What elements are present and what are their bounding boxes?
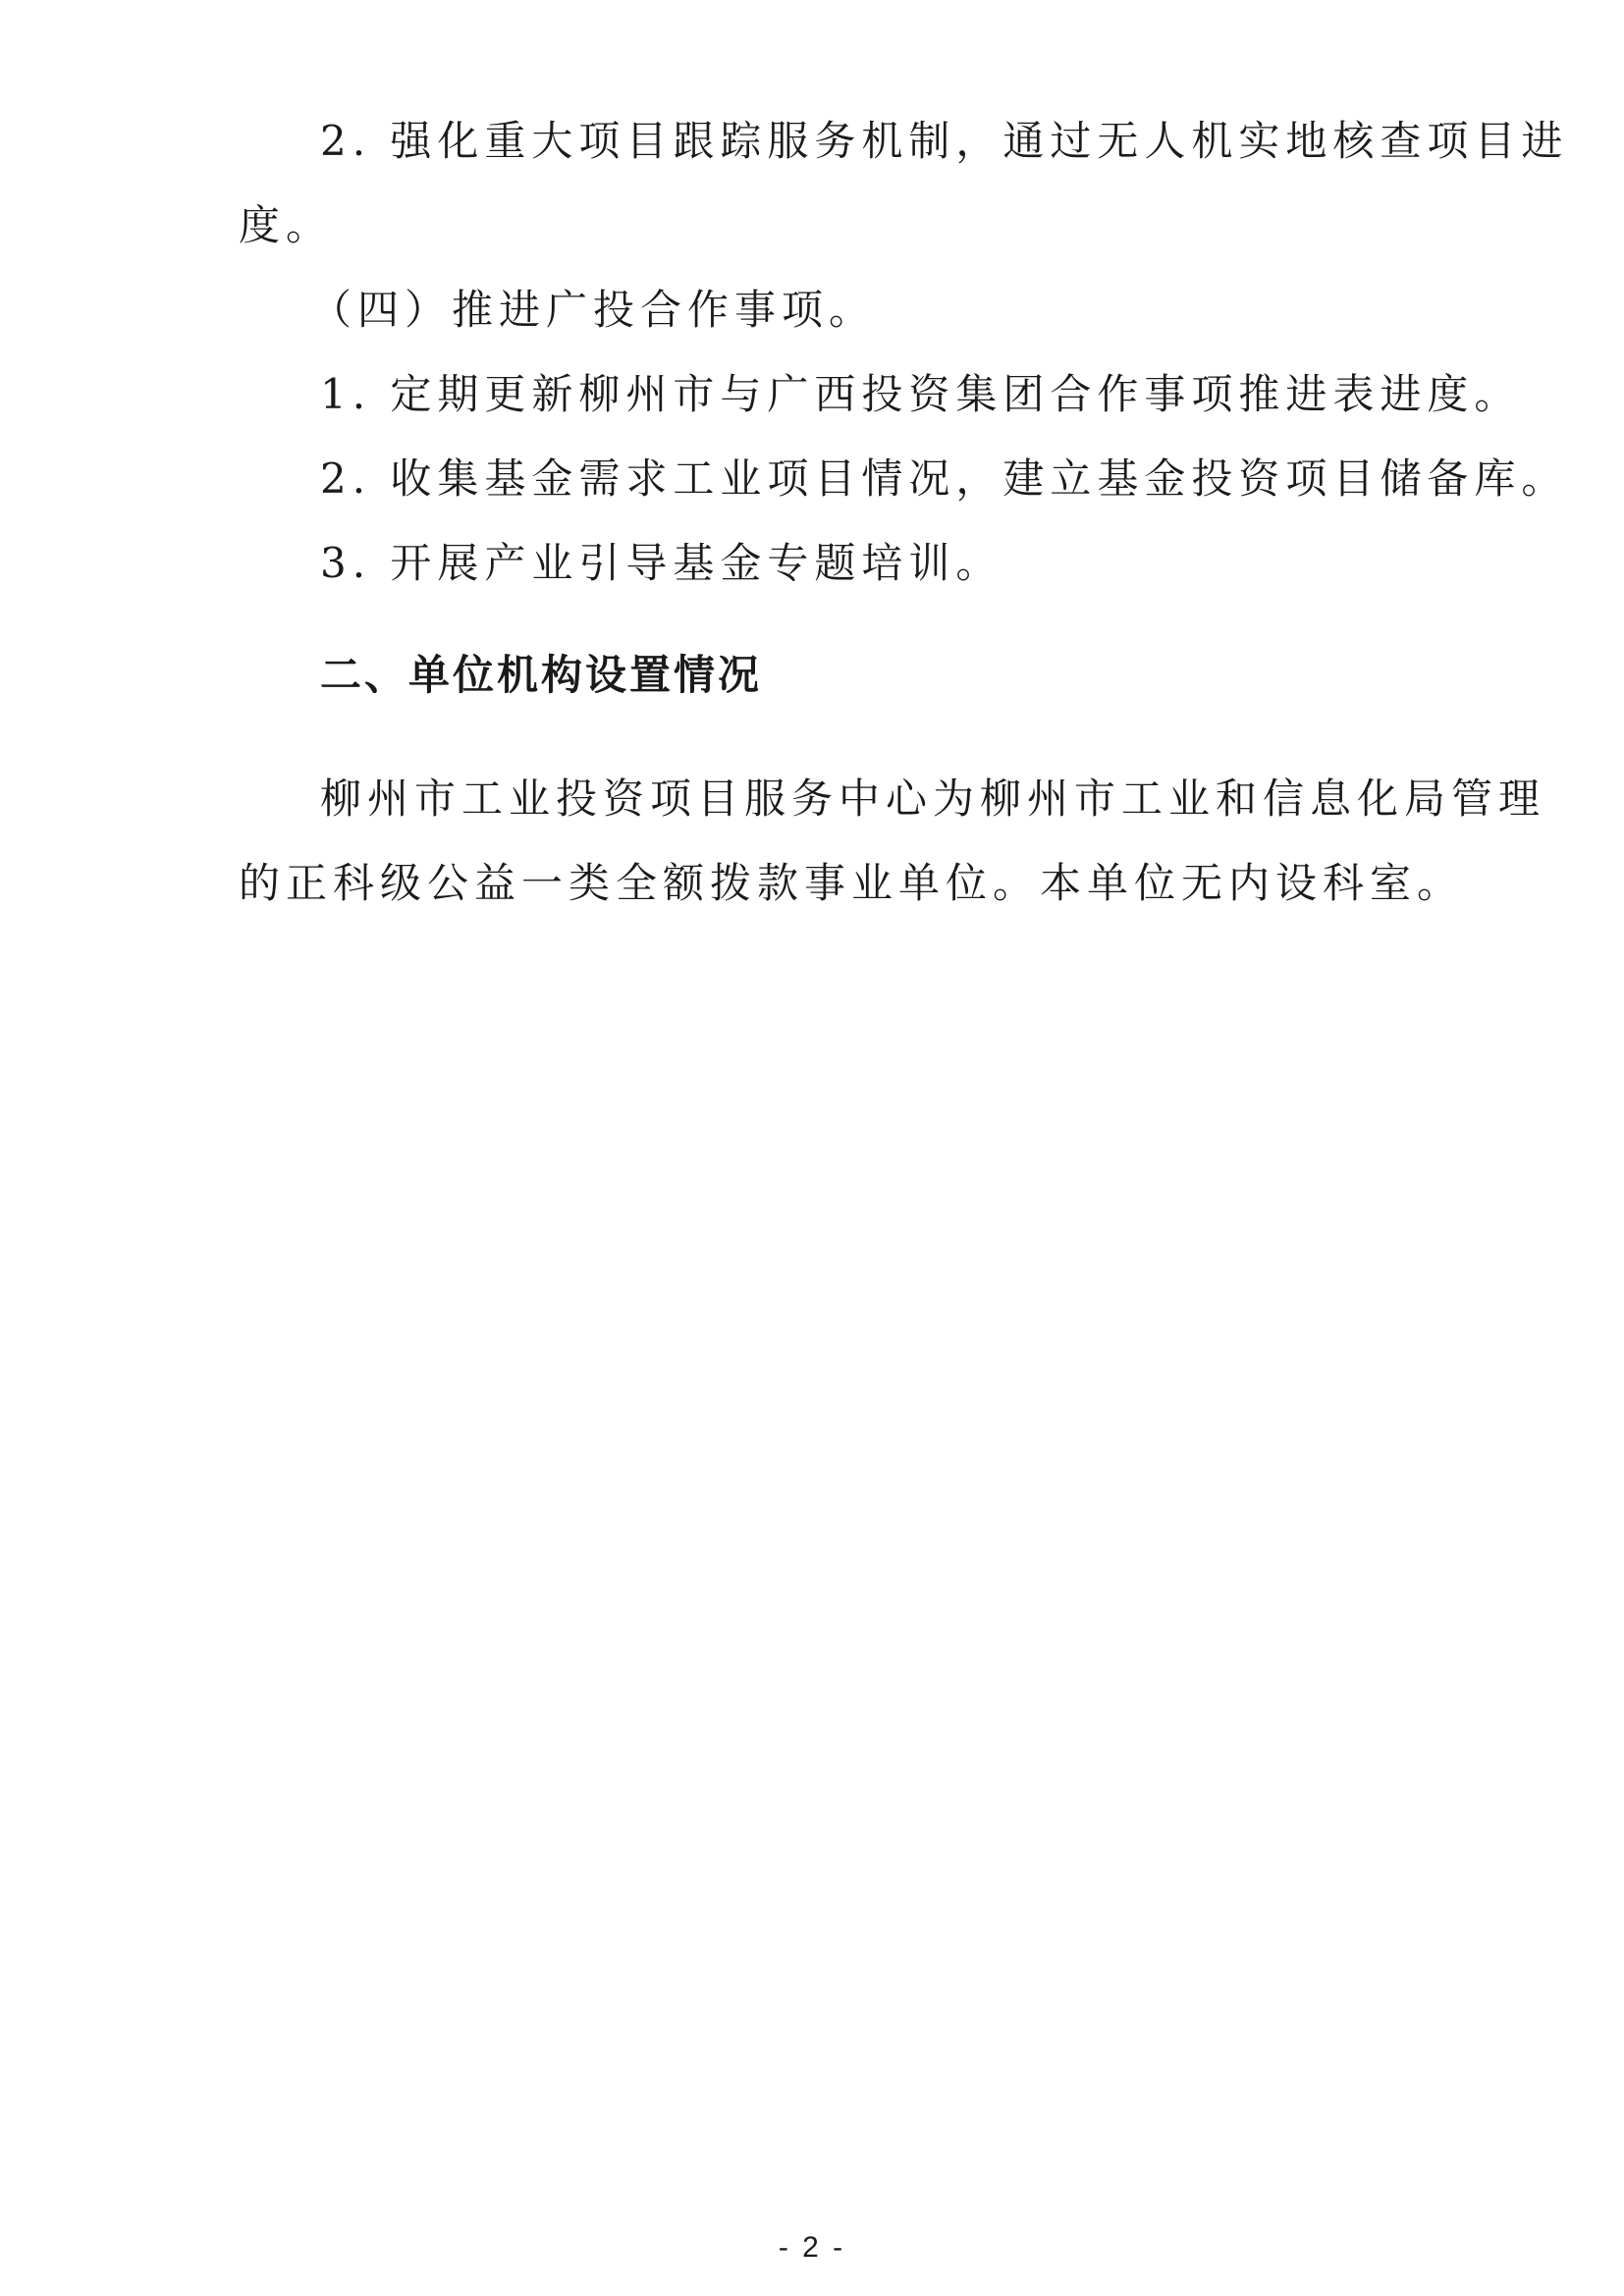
list-item-2: 2. 收集基金需求工业项目情况，建立基金投资项目储备库。: [320, 454, 1569, 503]
section-4-title: （四）推进广投合作事项。: [310, 286, 877, 334]
paragraph-item-2-line-2: 度。: [239, 201, 334, 249]
body-paragraph-line-1: 柳州市工业投资项目服务中心为柳州市工业和信息化局管理: [320, 774, 1546, 823]
list-item-3: 3. 开展产业引导基金专题培训。: [320, 539, 1003, 587]
list-item-1: 1. 定期更新柳州市与广西投资集团合作事项推进表进度。: [320, 370, 1522, 418]
page-number: - 2 -: [778, 2231, 846, 2264]
body-paragraph-line-2: 的正科级公益一类全额拨款事业单位。本单位无内设科室。: [239, 859, 1465, 907]
paragraph-item-2-line-1: 2. 强化重大项目跟踪服务机制，通过无人机实地核查项目进: [320, 117, 1569, 165]
section-heading-2: 二、单位机构设置情况: [320, 651, 763, 699]
